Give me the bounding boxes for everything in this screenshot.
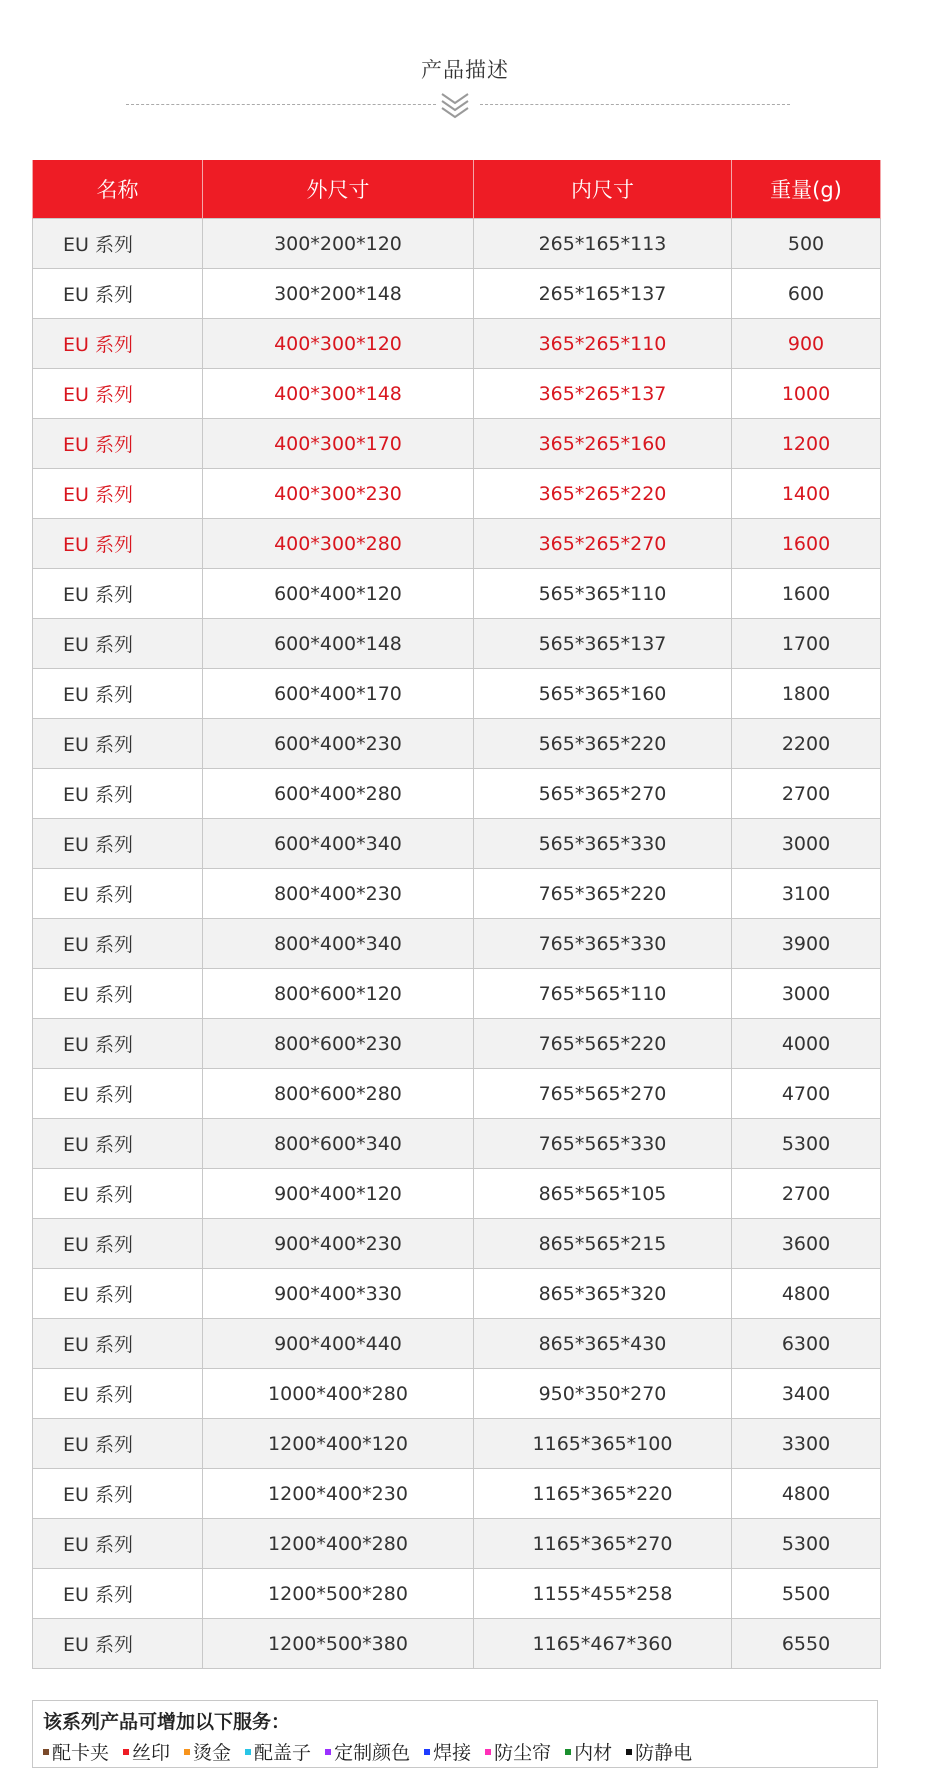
cell-outer-size: 400*300*230: [203, 469, 474, 519]
service-label: 焊接: [433, 1742, 472, 1764]
cell-inner-size: 365*265*160: [474, 419, 732, 469]
table-row: [33, 469, 881, 519]
cell-inner-size: 950*350*270: [474, 1369, 732, 1419]
service-item: [123, 1738, 170, 1765]
table-row: [33, 1069, 881, 1119]
column-header-weight: 重量(g): [732, 160, 881, 219]
cell-weight: 4700: [732, 1069, 881, 1119]
cell-weight: 1700: [732, 619, 881, 669]
table-row: [33, 719, 881, 769]
cell-outer-size: 1000*400*280: [203, 1369, 474, 1419]
cell-inner-size: 365*265*110: [474, 319, 732, 369]
cell-name: EU 系列: [33, 1569, 203, 1619]
cell-outer-size: 400*300*170: [203, 419, 474, 469]
cell-weight: 1000: [732, 369, 881, 419]
service-label: 定制颜色: [334, 1742, 411, 1764]
cell-inner-size: 265*165*113: [474, 219, 732, 269]
table-row: [33, 619, 881, 669]
cell-name: EU 系列: [33, 919, 203, 969]
cell-inner-size: 1155*455*258: [474, 1569, 732, 1619]
cell-outer-size: 1200*400*230: [203, 1469, 474, 1519]
cell-inner-size: 365*265*137: [474, 369, 732, 419]
cell-weight: 1800: [732, 669, 881, 719]
cell-weight: 600: [732, 269, 881, 319]
cell-inner-size: 865*565*105: [474, 1169, 732, 1219]
cell-inner-size: 865*365*430: [474, 1319, 732, 1369]
cell-weight: 3000: [732, 969, 881, 1019]
cell-name: EU 系列: [33, 419, 203, 469]
table-row: [33, 569, 881, 619]
page-title: 产品描述: [421, 58, 509, 82]
cell-inner-size: 565*365*220: [474, 719, 732, 769]
cell-weight: 1600: [732, 569, 881, 619]
cell-name: EU 系列: [33, 219, 203, 269]
cell-name: EU 系列: [33, 1319, 203, 1369]
service-label: 配卡夹: [52, 1742, 110, 1764]
service-item: [184, 1738, 231, 1765]
service-item: [626, 1738, 692, 1765]
cell-inner-size: 1165*365*100: [474, 1419, 732, 1469]
cell-outer-size: 600*400*148: [203, 619, 474, 669]
divider-line-right: [480, 104, 790, 105]
table-row: [33, 819, 881, 869]
table-row: [33, 269, 881, 319]
cell-weight: 3300: [732, 1419, 881, 1469]
column-header-inner-size: 内尺寸: [474, 160, 732, 219]
cell-weight: 4800: [732, 1469, 881, 1519]
square-bullet-icon: [424, 1749, 430, 1755]
table-row: [33, 1169, 881, 1219]
cell-inner-size: 865*565*215: [474, 1219, 732, 1269]
cell-name: EU 系列: [33, 619, 203, 669]
cell-name: EU 系列: [33, 719, 203, 769]
cell-inner-size: 365*265*220: [474, 469, 732, 519]
table-row: [33, 1369, 881, 1419]
cell-weight: 4800: [732, 1269, 881, 1319]
cell-inner-size: 1165*467*360: [474, 1619, 732, 1669]
square-bullet-icon: [184, 1749, 190, 1755]
table-row: [33, 1219, 881, 1269]
cell-outer-size: 600*400*280: [203, 769, 474, 819]
cell-outer-size: 300*200*148: [203, 269, 474, 319]
service-label: 烫金: [193, 1742, 232, 1764]
table-row: [33, 1469, 881, 1519]
spec-table-container: [32, 160, 880, 1669]
service-item: [325, 1738, 410, 1765]
cell-inner-size: 565*365*110: [474, 569, 732, 619]
cell-weight: 2200: [732, 719, 881, 769]
table-header: [33, 160, 881, 219]
spec-table: [32, 160, 881, 1669]
cell-inner-size: 765*565*220: [474, 1019, 732, 1069]
cell-outer-size: 800*600*120: [203, 969, 474, 1019]
cell-outer-size: 1200*400*280: [203, 1519, 474, 1569]
table-row: [33, 869, 881, 919]
cell-name: EU 系列: [33, 1219, 203, 1269]
cell-outer-size: 1200*500*280: [203, 1569, 474, 1619]
cell-name: EU 系列: [33, 519, 203, 569]
square-bullet-icon: [43, 1749, 49, 1755]
cell-weight: 2700: [732, 1169, 881, 1219]
cell-inner-size: 365*265*270: [474, 519, 732, 569]
cell-weight: 3400: [732, 1369, 881, 1419]
cell-outer-size: 300*200*120: [203, 219, 474, 269]
table-row: [33, 1419, 881, 1469]
square-bullet-icon: [325, 1749, 331, 1755]
cell-outer-size: 600*400*230: [203, 719, 474, 769]
cell-outer-size: 900*400*330: [203, 1269, 474, 1319]
cell-outer-size: 600*400*170: [203, 669, 474, 719]
cell-name: EU 系列: [33, 1469, 203, 1519]
table-row: [33, 769, 881, 819]
cell-outer-size: 900*400*440: [203, 1319, 474, 1369]
cell-weight: 1600: [732, 519, 881, 569]
cell-inner-size: 865*365*320: [474, 1269, 732, 1319]
services-list: [43, 1738, 867, 1765]
cell-outer-size: 800*600*340: [203, 1119, 474, 1169]
square-bullet-icon: [485, 1749, 491, 1755]
service-label: 配盖子: [254, 1742, 312, 1764]
cell-name: EU 系列: [33, 269, 203, 319]
table-row: [33, 919, 881, 969]
section-header: [0, 54, 930, 84]
cell-name: EU 系列: [33, 1019, 203, 1069]
table-row: [33, 219, 881, 269]
cell-inner-size: 765*565*110: [474, 969, 732, 1019]
cell-name: EU 系列: [33, 1069, 203, 1119]
column-header-outer-size: 外尺寸: [203, 160, 474, 219]
cell-name: EU 系列: [33, 369, 203, 419]
table-row: [33, 369, 881, 419]
cell-inner-size: 765*565*330: [474, 1119, 732, 1169]
cell-name: EU 系列: [33, 669, 203, 719]
service-item: [43, 1738, 109, 1765]
cell-name: EU 系列: [33, 869, 203, 919]
table-body: [33, 219, 881, 1669]
cell-inner-size: 765*565*270: [474, 1069, 732, 1119]
square-bullet-icon: [123, 1749, 129, 1755]
cell-outer-size: 800*400*340: [203, 919, 474, 969]
cell-inner-size: 765*365*330: [474, 919, 732, 969]
cell-name: EU 系列: [33, 1369, 203, 1419]
cell-weight: 1200: [732, 419, 881, 469]
cell-weight: 500: [732, 219, 881, 269]
cell-outer-size: 400*300*280: [203, 519, 474, 569]
cell-outer-size: 600*400*340: [203, 819, 474, 869]
cell-outer-size: 800*600*280: [203, 1069, 474, 1119]
services-box: [32, 1700, 878, 1768]
cell-inner-size: 1165*365*270: [474, 1519, 732, 1569]
cell-name: EU 系列: [33, 1169, 203, 1219]
cell-weight: 3000: [732, 819, 881, 869]
title-divider: [0, 90, 930, 124]
table-row: [33, 1119, 881, 1169]
cell-weight: 900: [732, 319, 881, 369]
cell-weight: 3900: [732, 919, 881, 969]
cell-weight: 1400: [732, 469, 881, 519]
cell-inner-size: 565*365*270: [474, 769, 732, 819]
cell-name: EU 系列: [33, 1519, 203, 1569]
service-label: 内材: [574, 1742, 613, 1764]
table-row: [33, 519, 881, 569]
chevron-down-icon: [438, 90, 472, 122]
services-title: 该系列产品可增加以下服务：: [43, 1711, 291, 1733]
square-bullet-icon: [626, 1749, 632, 1755]
service-label: 丝印: [132, 1742, 171, 1764]
cell-inner-size: 765*365*220: [474, 869, 732, 919]
cell-outer-size: 900*400*230: [203, 1219, 474, 1269]
cell-outer-size: 600*400*120: [203, 569, 474, 619]
cell-weight: 2700: [732, 769, 881, 819]
cell-weight: 5500: [732, 1569, 881, 1619]
cell-outer-size: 800*600*230: [203, 1019, 474, 1069]
table-row: [33, 1019, 881, 1069]
table-row: [33, 1319, 881, 1369]
table-row: [33, 419, 881, 469]
table-row: [33, 1269, 881, 1319]
service-label: 防尘帘: [494, 1742, 552, 1764]
cell-outer-size: 400*300*148: [203, 369, 474, 419]
cell-name: EU 系列: [33, 469, 203, 519]
cell-outer-size: 800*400*230: [203, 869, 474, 919]
cell-weight: 4000: [732, 1019, 881, 1069]
column-header-name: 名称: [33, 160, 203, 219]
cell-name: EU 系列: [33, 969, 203, 1019]
cell-weight: 6300: [732, 1319, 881, 1369]
cell-outer-size: 900*400*120: [203, 1169, 474, 1219]
service-label: 防静电: [635, 1742, 693, 1764]
cell-outer-size: 1200*500*380: [203, 1619, 474, 1669]
cell-weight: 5300: [732, 1119, 881, 1169]
service-item: [245, 1738, 311, 1765]
cell-inner-size: 1165*365*220: [474, 1469, 732, 1519]
divider-line-left: [126, 104, 436, 105]
cell-weight: 5300: [732, 1519, 881, 1569]
cell-outer-size: 1200*400*120: [203, 1419, 474, 1469]
service-item: [485, 1738, 551, 1765]
cell-inner-size: 265*165*137: [474, 269, 732, 319]
service-item: [424, 1738, 471, 1765]
cell-name: EU 系列: [33, 769, 203, 819]
cell-inner-size: 565*365*160: [474, 669, 732, 719]
cell-name: EU 系列: [33, 569, 203, 619]
service-item: [565, 1738, 612, 1765]
table-row: [33, 1519, 881, 1569]
cell-name: EU 系列: [33, 1269, 203, 1319]
table-row: [33, 319, 881, 369]
table-row: [33, 1569, 881, 1619]
cell-weight: 3100: [732, 869, 881, 919]
table-row: [33, 969, 881, 1019]
cell-name: EU 系列: [33, 1419, 203, 1469]
cell-name: EU 系列: [33, 1119, 203, 1169]
cell-weight: 3600: [732, 1219, 881, 1269]
cell-name: EU 系列: [33, 819, 203, 869]
table-row: [33, 1619, 881, 1669]
cell-inner-size: 565*365*330: [474, 819, 732, 869]
table-header-row: [33, 160, 881, 219]
cell-weight: 6550: [732, 1619, 881, 1669]
square-bullet-icon: [245, 1749, 251, 1755]
table-row: [33, 669, 881, 719]
square-bullet-icon: [565, 1749, 571, 1755]
cell-name: EU 系列: [33, 319, 203, 369]
cell-name: EU 系列: [33, 1619, 203, 1669]
cell-outer-size: 400*300*120: [203, 319, 474, 369]
cell-inner-size: 565*365*137: [474, 619, 732, 669]
